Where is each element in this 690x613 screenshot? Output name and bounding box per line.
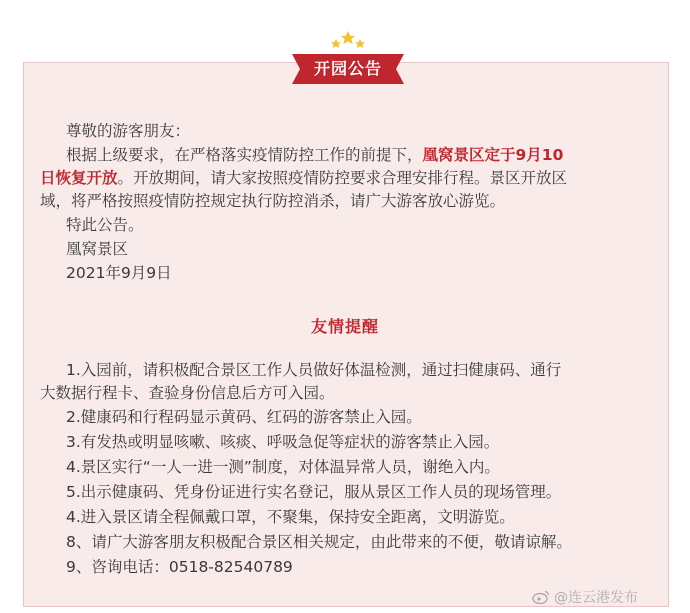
paragraph-line bbox=[40, 167, 567, 189]
reminder-item: 4.景区实行“一人一进一测”制度，对体温异常人员，谢绝入内。 bbox=[66, 458, 500, 476]
paragraph-text: 。开放期间，请大家按照疫情防控要求合理安排行程。景区开放区 bbox=[117, 169, 568, 187]
highlight-text: 凰窝景区定于9月10 bbox=[422, 146, 564, 164]
greeting: 尊敬的游客朋友： bbox=[66, 122, 191, 140]
paragraph-line: 域，将严格按照疫情防控规定执行防控消杀，请广大游客放心游览。 bbox=[40, 192, 506, 210]
paragraph-line bbox=[66, 144, 563, 166]
reminder-item: 1.入园前，请积极配合景区工作人员做好体温检测，通过扫健康码、通行 bbox=[66, 361, 562, 379]
reminder-item: 9、咨询电话：0518-82540789 bbox=[66, 558, 293, 576]
reminder-item: 4.进入景区请全程佩戴口罩，不聚集，保持安全距离，文明游览。 bbox=[66, 508, 515, 526]
watermark-text: @连云港发布 bbox=[554, 590, 638, 606]
reminder-title: 友情提醒 bbox=[310, 317, 379, 336]
reminder-item: 2.健康码和行程码显示黄码、红码的游客禁止入园。 bbox=[66, 408, 422, 426]
signer: 凰窝景区 bbox=[66, 240, 129, 258]
reminder-item: 3.有发热或明显咳嗽、咳痰、呼吸急促等症状的游客禁止入园。 bbox=[66, 433, 500, 451]
star-icon bbox=[341, 31, 355, 44]
paragraph-text: 根据上级要求，在严格落实疫情防控工作的前提下， bbox=[66, 146, 423, 164]
watermark bbox=[532, 587, 638, 607]
reminder-item: 8、请广大游客朋友积极配合景区相关规定，由此带来的不便，敬请谅解。 bbox=[66, 533, 572, 551]
star-icon bbox=[355, 39, 365, 48]
reminder-item: 5.出示健康码、凭身份证进行实名登记，服从景区工作人员的现场管理。 bbox=[66, 483, 562, 501]
highlight-text: 日恢复开放 bbox=[40, 169, 118, 187]
reminder-item: 大数据行程卡、查验身份信息后方可入园。 bbox=[40, 384, 335, 402]
notice-date: 2021年9月9日 bbox=[66, 264, 172, 282]
notice-title: 开园公告 bbox=[313, 59, 382, 78]
star-icon bbox=[331, 39, 341, 48]
weibo-icon bbox=[532, 590, 550, 604]
closing-text: 特此公告。 bbox=[66, 216, 144, 234]
stars-decoration bbox=[328, 30, 368, 50]
